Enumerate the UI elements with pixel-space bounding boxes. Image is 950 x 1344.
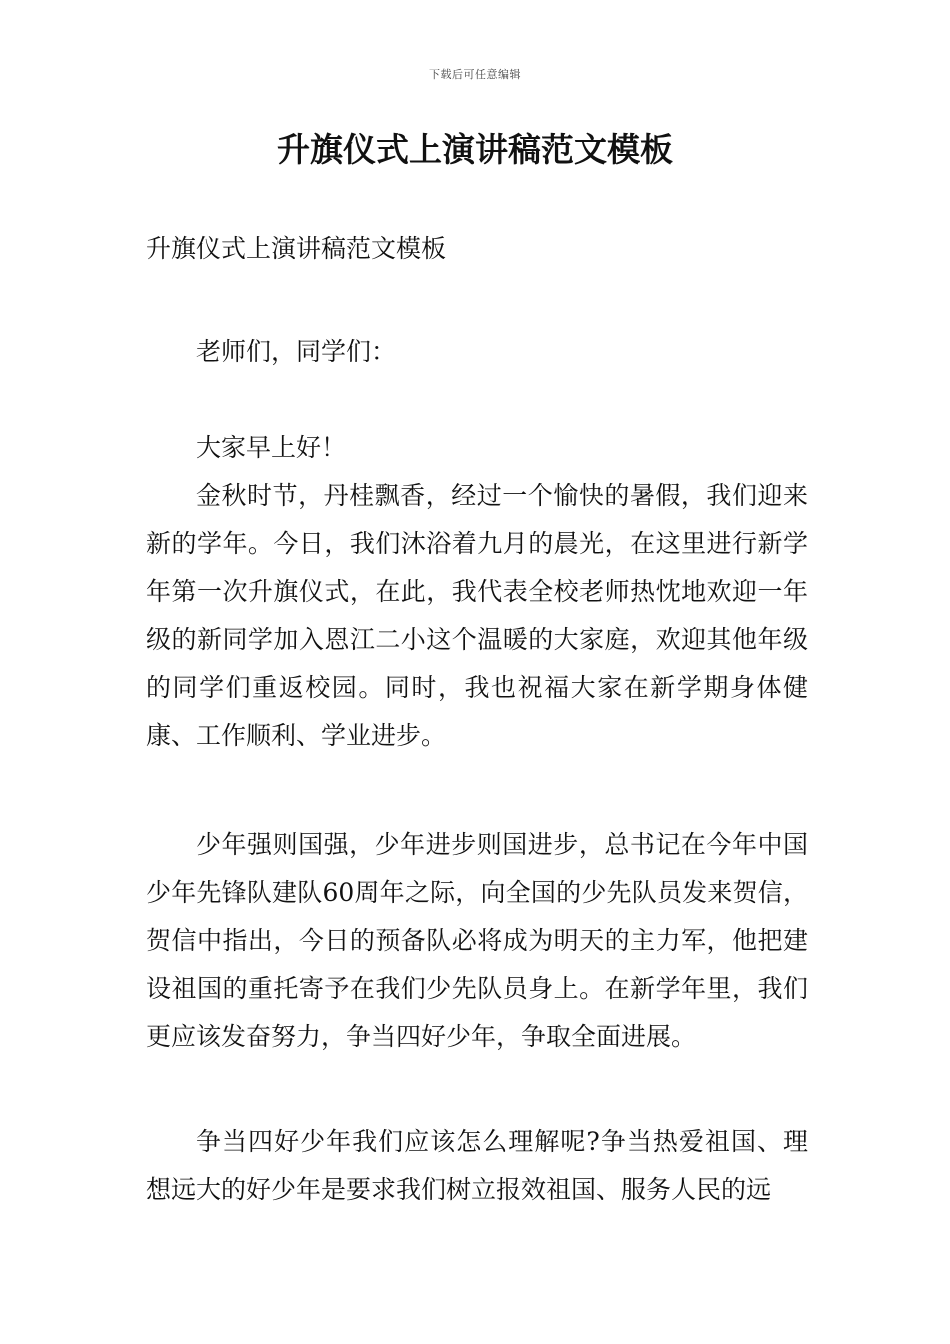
salutation: 老师们，同学们： <box>196 337 397 366</box>
paragraph-1: 金秋时节，丹桂飘香，经过一个愉快的暑假，我们迎来新的学年。今日，我们沐浴着九月的晨光，在这里进行新学年第一次升旗仪式，在此，我代表全校老师热忱地欢迎一年级的新同学加入恩江二小这个温暖的大家庭，欢迎其他年级的同学们重返校园。同时，我也祝福大家在新学期身体健康、工作顺利、学业进步。 <box>146 481 808 750</box>
paragraph-2: 少年强则国强，少年进步则国进步，总书记在今年中国少年先锋队建队60周年之际，向全国的少先队员发来贺信，贺信中指出，今日的预备队必将成为明天的主力军，他把建设祖国的重托寄予在我们少先队员身上。在新学年里，我们更应该发奋努力，争当四好少年，争取全面进展。 <box>146 830 808 1051</box>
document-title: 升旗仪式上演讲稿范文模板 <box>277 130 673 169</box>
header-note: 下载后可任意编辑 <box>429 68 521 81</box>
greeting: 大家早上好！ <box>196 433 347 462</box>
paragraph-3: 争当四好少年我们应该怎么理解呢?争当热爱祖国、理想远大的好少年是要求我们树立报效祖国、服务人民的远 <box>146 1127 808 1204</box>
document-subtitle: 升旗仪式上演讲稿范文模板 <box>146 234 447 263</box>
